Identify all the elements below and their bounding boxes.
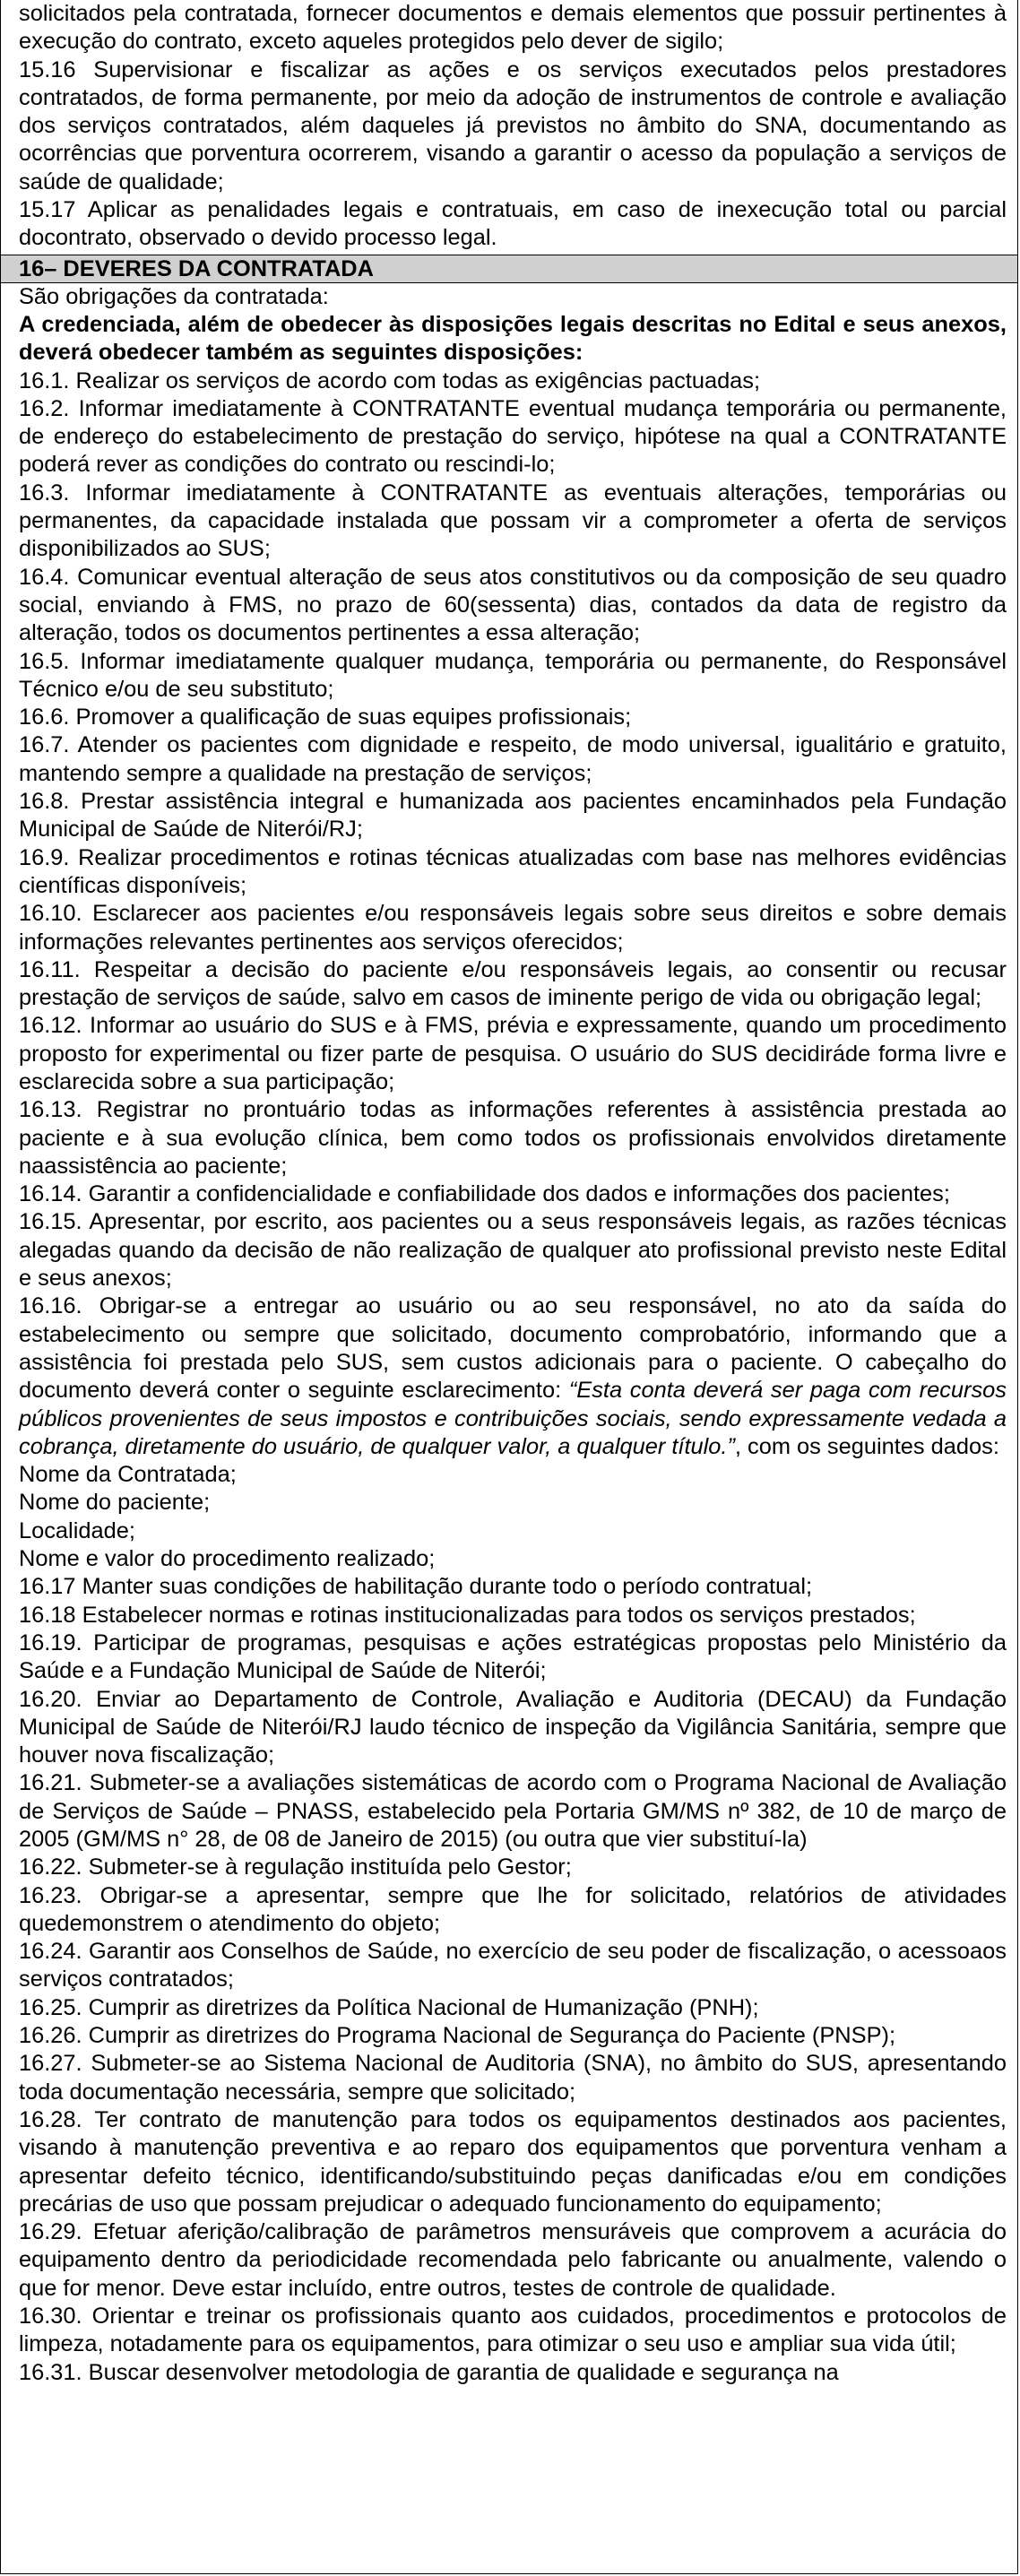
item-15-16: 15.16 Supervisionar e fiscalizar as ações e os serviços executados pelos prestadores contratados, de forma permanente, por meio da adoção de instrumentos de controle e avaliação dos serviços contratados, além daqueles já previstos no âmbito do SNA, documentando as ocorrências que porventura ocorrerem, visando a garantir o acesso da população a serviços de saúde de qualidade;	[19, 56, 1007, 194]
item-16-1: 16.1. Realizar os serviços de acordo com todas as exigências pactuadas;	[19, 367, 761, 393]
item-16-26: 16.26. Cumprir as diretrizes do Programa Nacional de Segurança do Paciente (PNSP);	[19, 2023, 896, 2049]
data-field: Nome da Contratada;	[19, 1462, 237, 1488]
data-field: Nome do paciente;	[19, 1490, 211, 1516]
item-16-29: 16.29. Efetuar aferição/calibração de parâmetros mensuráveis que comprovem a acurácia do equipamento dentro da periodicidade recomendada pelo fabricante ou anualmente, valendo o que for menor. Deve estar incluído, entre outros, testes de controle de qualidade.	[19, 2219, 1007, 2301]
item-16-16	[19, 1292, 1007, 1461]
section-bold-intro: A credenciada, além de obedecer às disposições legais descritas no Edital e seus anexos, deverá obedecer também as seguintes disposições:	[19, 311, 1007, 366]
item-16-13: 16.13. Registrar no prontuário todas as informações referentes à assistência prestada ao paciente e à sua evolução clínica, bem como todos os profissionais envolvidos diretamente naassistência ao paciente;	[19, 1097, 1007, 1179]
item-16-7: 16.7. Atender os pacientes com dignidade e respeito, de modo universal, igualitário e gratuito, mantendo sempre a qualidade na prestação de serviços;	[19, 732, 1007, 786]
item-16-12: 16.12. Informar ao usuário do SUS e à FMS, prévia e expressamente, quando um procedimento proposto for experimental ou fizer parte de pesquisa. O usuário do SUS decidiráde forma livre e esclarecida sobre a sua participação;	[19, 1013, 1007, 1094]
section-intro: São obrigações da contratada:	[19, 283, 329, 309]
item-16-17: 16.17 Manter suas condições de habilitação durante todo o período contratual;	[19, 1574, 813, 1600]
item-16-19: 16.19. Participar de programas, pesquisas e ações estratégicas propostas pelo Ministério da Saúde e a Fundação Municipal de Saúde de Niterói;	[19, 1629, 1007, 1684]
section-16-header: 16– DEVERES DA CONTRATADA	[1, 255, 1017, 283]
paragraph: solicitados pela contratada, fornecer documentos e demais elementos que possuir pertinentes à execução do contrato, exceto aqueles protegidos pelo dever de sigilo;	[19, 1, 1007, 55]
item-16-6: 16.6. Promover a qualificação de suas equipes profissionais;	[19, 705, 632, 730]
item-16-23: 16.23. Obrigar-se a apresentar, sempre que lhe for solicitado, relatórios de atividades quedemonstrem o atendimento do objeto;	[19, 1882, 1007, 1936]
data-field: Nome e valor do procedimento realizado;	[19, 1546, 436, 1572]
item-16-8: 16.8. Prestar assistência integral e humanizada aos pacientes encaminhados pela Fundação Municipal de Saúde de Niterói/RJ;	[19, 789, 1007, 843]
item-16-14: 16.14. Garantir a confidencialidade e confiabilidade dos dados e informações dos pacientes;	[19, 1181, 950, 1207]
item-16-11: 16.11. Respeitar a decisão do paciente e/ou responsáveis legais, ao consentir ou recusar prestação de serviços de saúde, salvo em casos de iminente perigo de vida ou obrigação legal;	[19, 956, 1007, 1011]
item-16-28: 16.28. Ter contrato de manutenção para todos os equipamentos destinados aos pacientes, visando à manutenção preventiva e ao reparo dos equipamentos que porventura venham a apresentar defeito técnico, identificando/substituindo peças danificadas e/ou em condições precárias de uso que possam prejudicar o adequado funcionamento do equipamento;	[19, 2106, 1007, 2217]
item-16-5: 16.5. Informar imediatamente qualquer mudança, temporária ou permanente, do Responsável Técnico e/ou de seu substituto;	[19, 648, 1007, 702]
item-16-18: 16.18 Estabelecer normas e rotinas institucionalizadas para todos os serviços prestados;	[19, 1602, 916, 1628]
item-16-9: 16.9. Realizar procedimentos e rotinas técnicas atualizadas com base nas melhores evidências científicas disponíveis;	[19, 844, 1007, 898]
item-16-4: 16.4. Comunicar eventual alteração de seus atos constitutivos ou da composição de seu quadro social, enviando à FMS, no prazo de 60(sessenta) dias, contados da data de registro da alteração, todos os documentos pertinentes a essa alteração;	[19, 564, 1007, 646]
item-16-2: 16.2. Informar imediatamente à CONTRATANTE eventual mudança temporária ou permanente, de endereço do estabelecimento de prestação do serviço, hipótese na qual a CONTRATANTE poderá rever as condições do contrato ou rescindi-lo;	[19, 395, 1007, 478]
item-16-25: 16.25. Cumprir as diretrizes da Política Nacional de Humanização (PNH);	[19, 1994, 759, 2020]
item-16-16-tail: , com os seguintes dados:	[734, 1433, 999, 1459]
data-field: Localidade;	[19, 1517, 135, 1543]
item-16-15: 16.15. Apresentar, por escrito, aos pacientes ou a seus responsáveis legais, as razões técnicas alegadas quando da decisão de não realização de qualquer ato profissional previsto neste Edital e seus anexos;	[19, 1209, 1007, 1292]
item-16-16-italic-note: “Esta conta deverá ser paga com recursos públicos provenientes de seus impostos e contribuições sociais, sendo expressamente vedada a cobrança, diretamente do usuário, de qualquer valor, a qualquer título.”	[19, 1378, 1007, 1459]
item-16-22: 16.22. Submeter-se à regulação instituída pelo Gestor;	[19, 1854, 572, 1880]
section-16-body	[19, 283, 1007, 2387]
item-15-17: 15.17 Aplicar as penalidades legais e contratuais, em caso de inexecução total ou parcial docontrato, observado o devido processo legal.	[19, 197, 1007, 251]
item-16-21: 16.21. Submeter-se a avaliações sistemáticas de acordo com o Programa Nacional de Avaliação de Serviços de Saúde – PNASS, estabelecido pela Portaria GM/MS nº 382, de 10 de março de 2005 (GM/MS n° 28, de 08 de Janeiro de 2015) (ou outra que vier substituí-la)	[19, 1770, 1007, 1852]
item-16-30: 16.30. Orientar e treinar os profissionais quanto aos cuidados, procedimentos e protocolos de limpeza, notadamente para os equipamentos, para otimizar o seu uso e ampliar sua vida útil;	[19, 2304, 1007, 2357]
item-16-20: 16.20. Enviar ao Departamento de Controle, Avaliação e Auditoria (DECAU) da Fundação Municipal de Saúde de Niterói/RJ laudo técnico de inspeção da Vigilância Sanitária, sempre que houver nova fiscalização;	[19, 1686, 1007, 1768]
item-16-10: 16.10. Esclarecer aos pacientes e/ou responsáveis legais sobre seus direitos e sobre demais informações relevantes pertinentes aos serviços oferecidos;	[19, 901, 1007, 955]
top-section	[19, 0, 1007, 253]
item-16-27: 16.27. Submeter-se ao Sistema Nacional de Auditoria (SNA), no âmbito do SUS, apresentando toda documentação necessária, sempre que solicitado;	[19, 2051, 1007, 2105]
item-16-16-text: 16.16. Obrigar-se a entregar ao usuário ou ao seu responsável, no ato da saída do estabelecimento ou sempre que solicitado, documento comprobatório, informando que a assistência foi prestada pelo SUS, sem custos adicionais para o paciente. O cabeçalho do documento deverá conter o seguinte esclarecimento:	[19, 1293, 1007, 1404]
item-16-24: 16.24. Garantir aos Conselhos de Saúde, no exercício de seu poder de fiscalização, o acessoaos serviços contratados;	[19, 1939, 1007, 1993]
item-16-3: 16.3. Informar imediatamente à CONTRATANTE as eventuais alterações, temporárias ou permanentes, da capacidade instalada que possam vir a comprometer a oferta de serviços disponibilizados ao SUS;	[19, 480, 1007, 562]
item-16-31: 16.31. Buscar desenvolver metodologia de garantia de qualidade e segurança na	[19, 2359, 839, 2385]
